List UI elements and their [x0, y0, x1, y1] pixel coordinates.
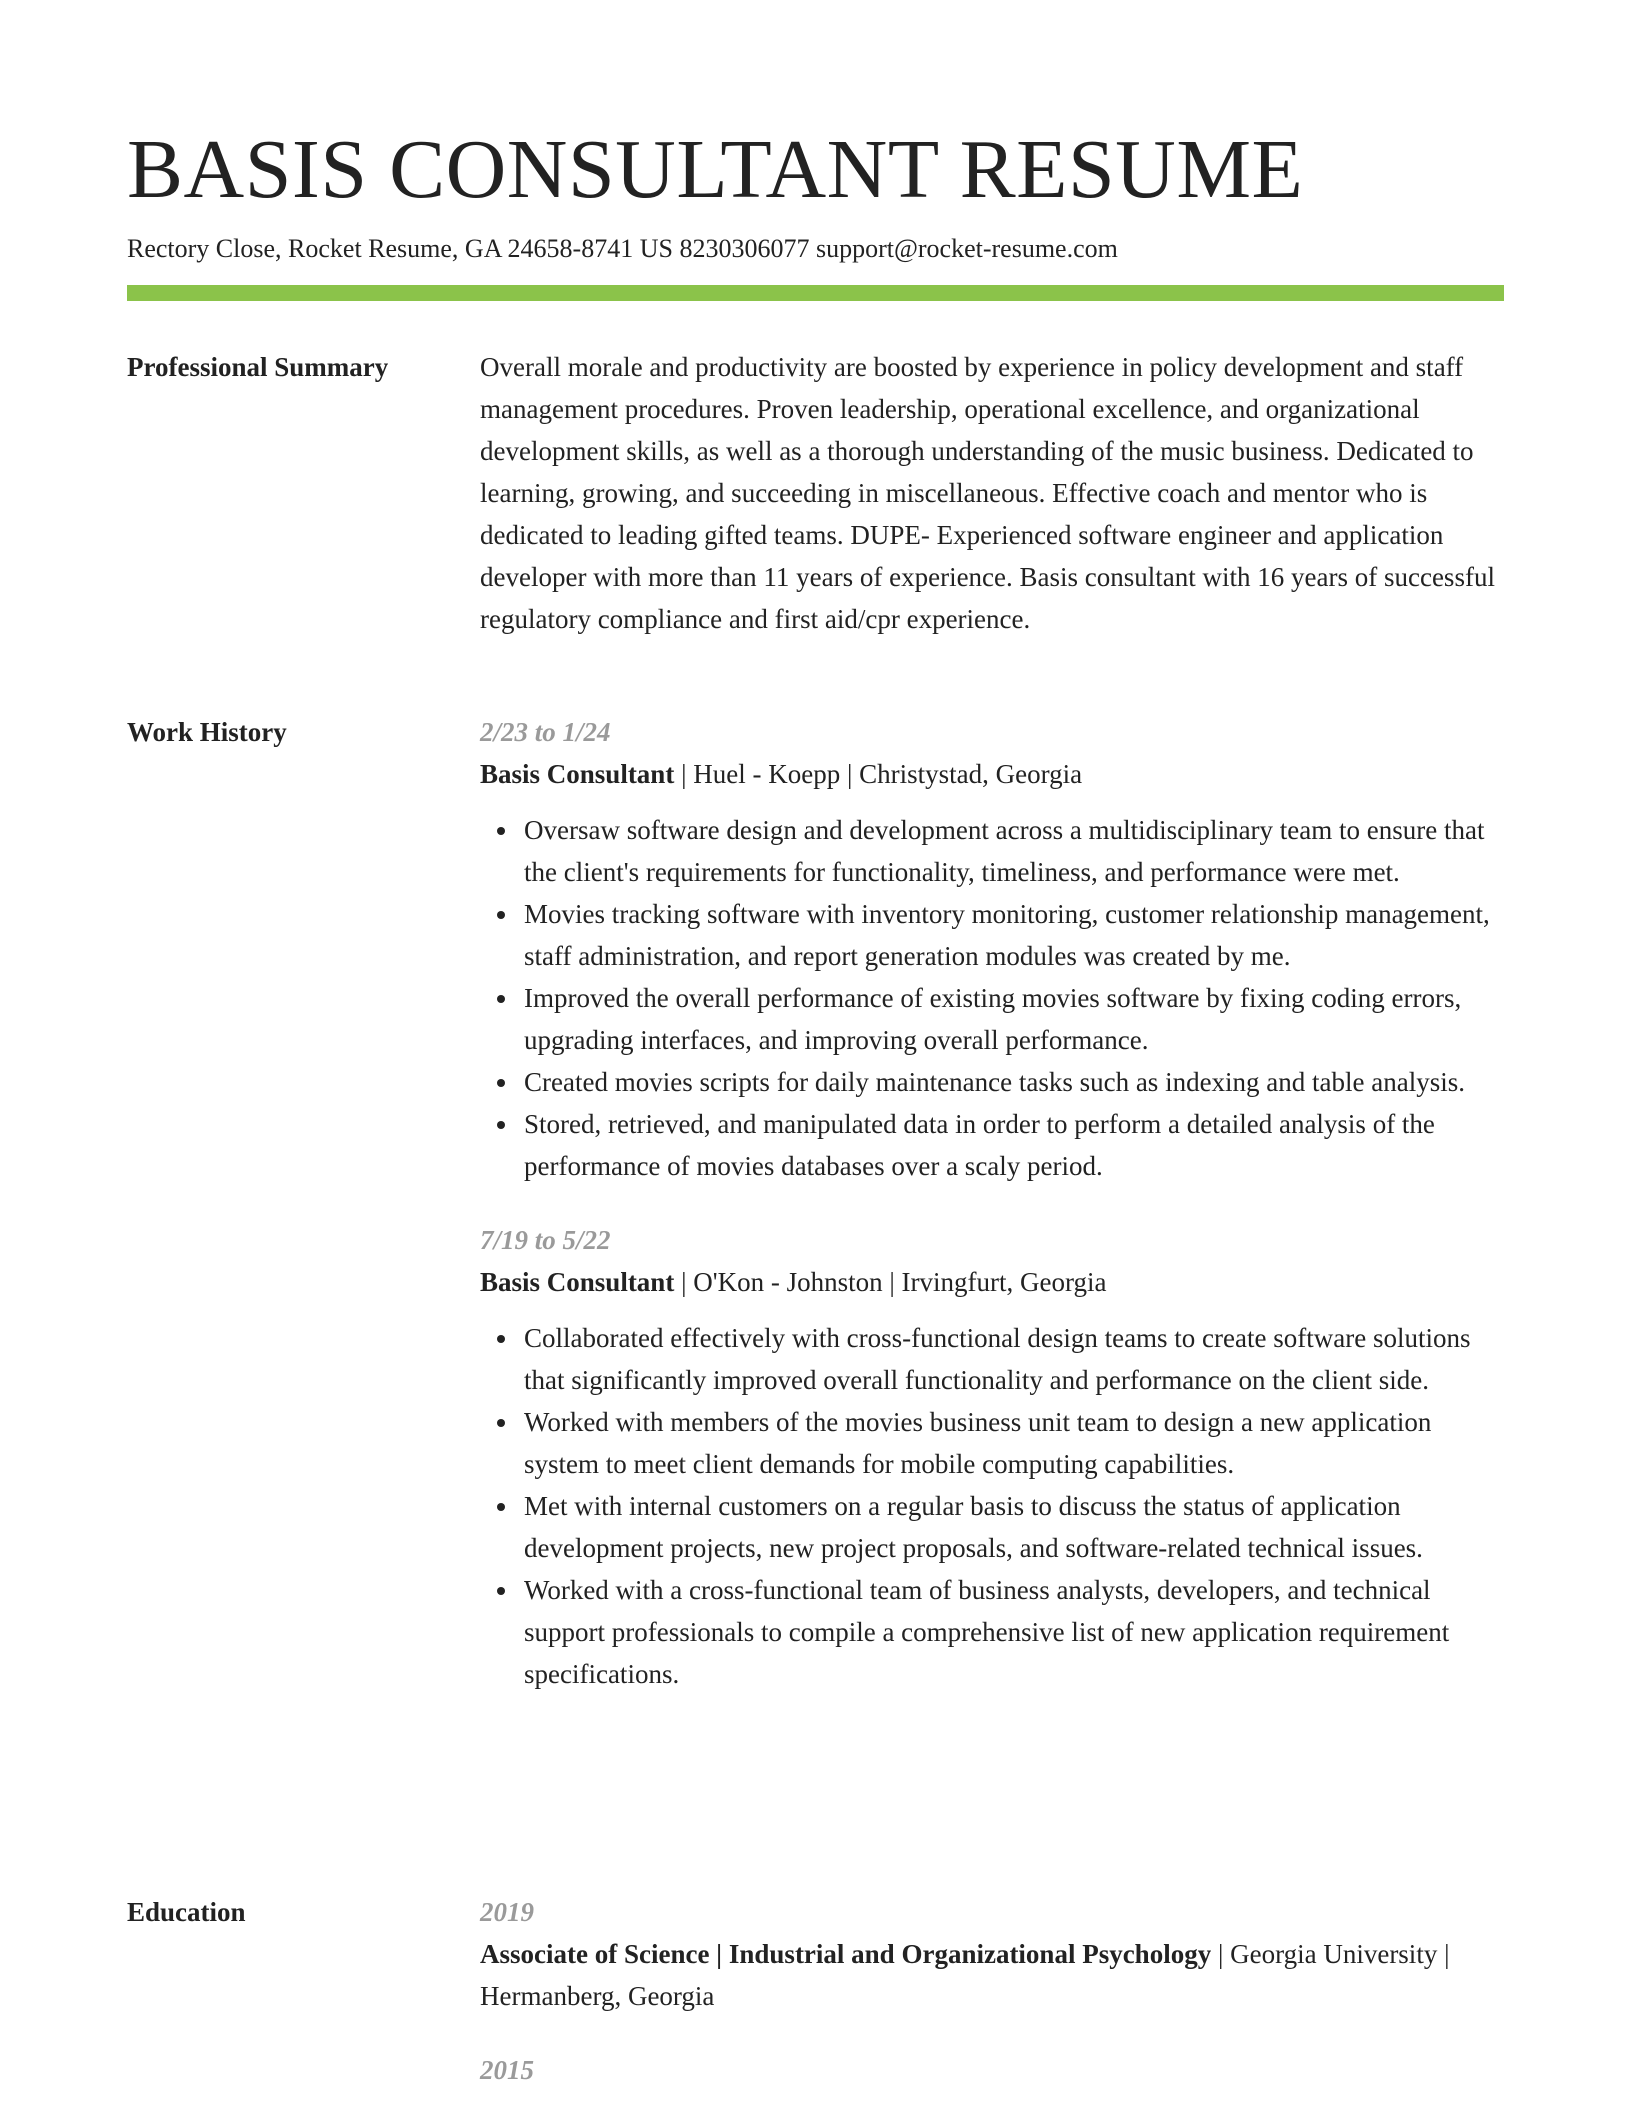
job-role: Basis Consultant: [480, 1267, 675, 1297]
entry-spacer: [480, 1187, 1504, 1219]
education-entry: [480, 1891, 1504, 2017]
education-heading: Education: [127, 1897, 246, 1927]
job-bullet: Collaborated effectively with cross-functional design teams to create software solutions that significantly improved overall functionality and performance on the client side.: [524, 1317, 1504, 1401]
education-year: 2019: [480, 1897, 534, 1927]
job-bullet: Worked with members of the movies business unit team to design a new application system to meet client demands for mobile computing capabilities.: [524, 1401, 1504, 1485]
summary-heading: Professional Summary: [127, 352, 389, 382]
job-role: Basis Consultant: [480, 759, 675, 789]
job-company-location: | Huel - Koepp | Christystad, Georgia: [674, 759, 1083, 789]
contact-line: Rectory Close, Rocket Resume, GA 24658-8741 US 8230306077 support@rocket-resume.com: [127, 234, 1118, 263]
work-history-section: [480, 711, 1504, 1695]
education-degree: Associate of Science | Industrial and Organizational Psychology: [480, 1939, 1212, 1969]
job-entry: [480, 1219, 1504, 1695]
job-title-line: [480, 1261, 1504, 1303]
job-bullet: Improved the overall performance of existing movies software by fixing coding errors, upgrading interfaces, and improving overall performance.: [524, 977, 1504, 1061]
job-entry: [480, 711, 1504, 1187]
job-bullet: Created movies scripts for daily maintenance tasks such as indexing and table analysis.: [524, 1061, 1504, 1103]
job-bullets: [480, 809, 1504, 1187]
job-dates: 7/19 to 5/22: [480, 1225, 611, 1255]
summary-text: Overall morale and productivity are boosted by experience in policy development and staff management procedures. Proven leadership, operational excellence, and organizational development skills, as well as a thorough understanding of the music business. Dedicated to learning, growing, and succeeding in miscellaneous. Effective coach and mentor who is dedicated to leading gifted teams. DUPE- Experienced software engineer and application developer with more than 11 years of experience. Basis consultant with 16 years of successful regulatory compliance and first aid/cpr experience.: [480, 352, 1495, 634]
job-bullet: Met with internal customers on a regular basis to discuss the status of application development projects, new project proposals, and software-related technical issues.: [524, 1485, 1504, 1569]
job-bullet: Oversaw software design and development across a multidisciplinary team to ensure that the client's requirements for functionality, timeliness, and performance were met.: [524, 809, 1504, 893]
work-history-heading: Work History: [127, 717, 287, 747]
job-bullet: Stored, retrieved, and manipulated data in order to perform a detailed analysis of the performance of movies databases over a scaly period.: [524, 1103, 1504, 1187]
education-degree-line: [480, 1933, 1504, 2017]
job-company-location: | O'Kon - Johnston | Irvingfurt, Georgia: [674, 1267, 1107, 1297]
education-section: [480, 1891, 1504, 2091]
entry-spacer: [480, 2017, 1504, 2049]
job-dates: 2/23 to 1/24: [480, 717, 611, 747]
job-title-line: [480, 753, 1504, 795]
summary-section: [480, 346, 1504, 640]
education-entry: [480, 2049, 1504, 2091]
resume-title: BASIS CONSULTANT RESUME: [127, 123, 1304, 216]
education-school-location: | Georgia University | Hermanberg, Georgia: [480, 1939, 1450, 2011]
job-bullet: Movies tracking software with inventory monitoring, customer relationship management, staff administration, and report generation modules was created by me.: [524, 893, 1504, 977]
job-bullets: [480, 1317, 1504, 1695]
accent-divider: [127, 285, 1504, 301]
job-bullet: Worked with a cross-functional team of business analysts, developers, and technical support professionals to compile a comprehensive list of new application requirement specifications.: [524, 1569, 1504, 1695]
education-year: 2015: [480, 2055, 534, 2085]
